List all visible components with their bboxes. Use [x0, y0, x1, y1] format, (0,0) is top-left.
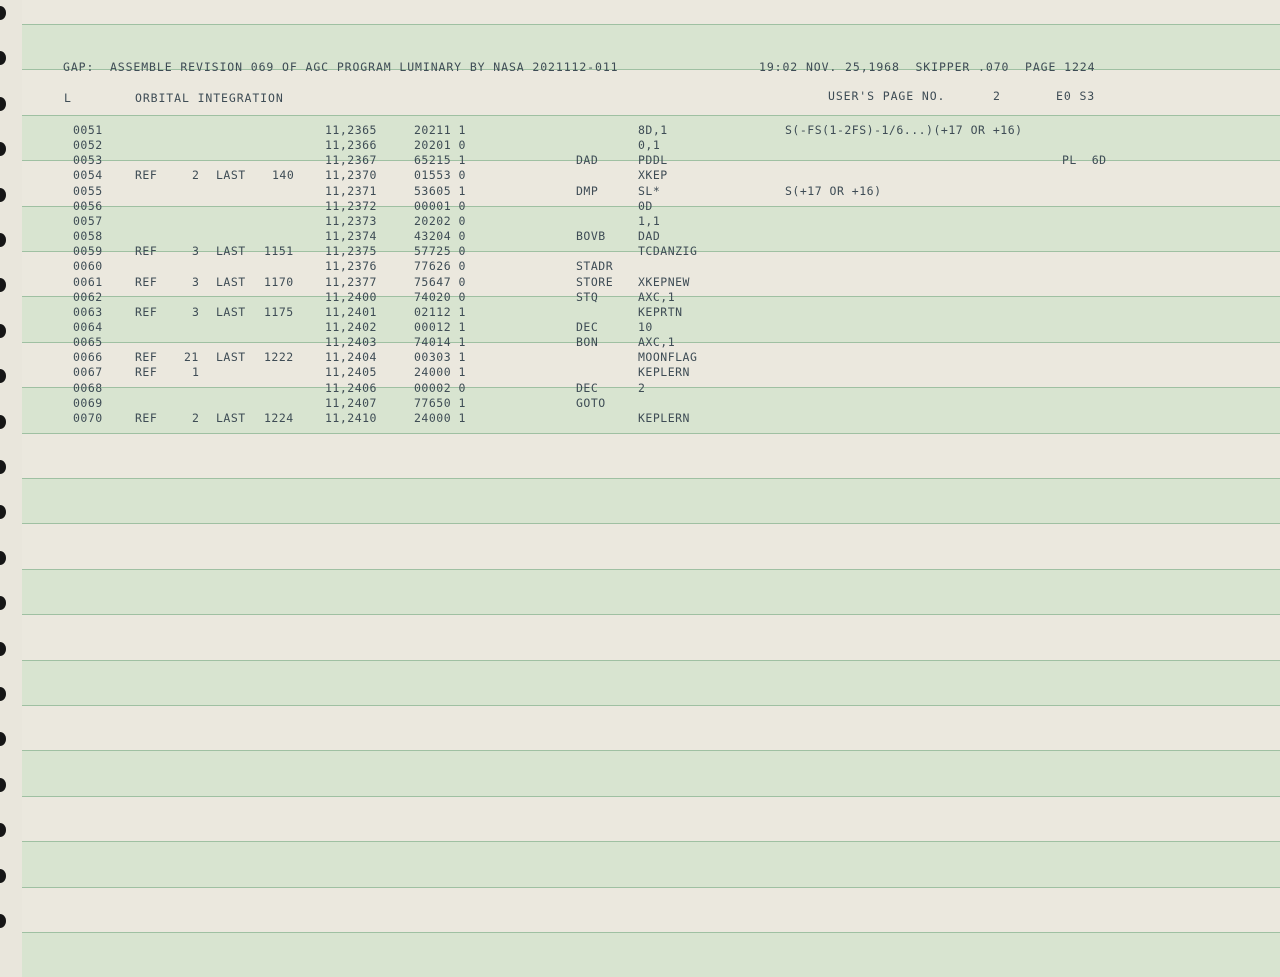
operand: SL* [638, 183, 661, 198]
last-label: LAST [216, 350, 246, 365]
address: 11,2366 [325, 138, 377, 153]
ref-count: 1 [192, 365, 200, 380]
sprocket-hole [0, 369, 6, 383]
address: 11,2371 [325, 183, 377, 198]
band-rule [22, 478, 1280, 479]
band-rule [22, 750, 1280, 751]
line-number: 0068 [73, 380, 103, 395]
comment: PL 6D [1062, 153, 1107, 168]
paper-band [22, 932, 1280, 977]
last-page: 1224 [264, 410, 294, 425]
sprocket-hole [0, 778, 6, 792]
operand: AXC,1 [638, 335, 676, 350]
last-page: 1175 [264, 304, 294, 319]
line-number: 0060 [73, 259, 103, 274]
section-title: ORBITAL INTEGRATION [135, 91, 284, 105]
operand: PDDL [638, 153, 668, 168]
subheader-flag: L [64, 91, 72, 105]
sprocket-hole [0, 687, 6, 701]
line-number: 0055 [73, 183, 103, 198]
page-code: E0 S3 [1056, 89, 1096, 103]
opcode: STQ [576, 289, 599, 304]
operand: KEPRTN [638, 304, 683, 319]
operand: 0,1 [638, 138, 661, 153]
address: 11,2407 [325, 395, 377, 410]
last-page: 140 [272, 168, 295, 183]
octal-word: 75647 0 [414, 274, 466, 289]
paper-band [22, 750, 1280, 795]
address: 11,2367 [325, 153, 377, 168]
ref-count: 3 [192, 244, 200, 259]
opcode: BON [576, 335, 599, 350]
ref-label: REF [135, 274, 158, 289]
octal-word: 77626 0 [414, 259, 466, 274]
last-label: LAST [216, 410, 246, 425]
sprocket-hole [0, 233, 6, 247]
last-label: LAST [216, 304, 246, 319]
sprocket-hole [0, 51, 6, 65]
ref-label: REF [135, 365, 158, 380]
opcode: BOVB [576, 229, 606, 244]
octal-word: 00001 0 [414, 198, 466, 213]
band-rule [22, 796, 1280, 797]
last-page: 1170 [264, 274, 294, 289]
sprocket-hole [0, 278, 6, 292]
last-label: LAST [216, 274, 246, 289]
last-page: 1222 [264, 350, 294, 365]
operand: DAD [638, 229, 661, 244]
ref-label: REF [135, 168, 158, 183]
ref-label: REF [135, 244, 158, 259]
paper-band [22, 523, 1280, 568]
ref-label: REF [135, 304, 158, 319]
sprocket-hole [0, 869, 6, 883]
address: 11,2403 [325, 335, 377, 350]
operand: 8D,1 [638, 123, 668, 137]
operand: XKEP [638, 168, 668, 183]
band-rule [22, 660, 1280, 661]
octal-word: 65215 1 [414, 153, 466, 168]
address: 11,2405 [325, 365, 377, 380]
ref-count: 3 [192, 304, 200, 319]
line-number: 0063 [73, 304, 103, 319]
band-rule [22, 887, 1280, 888]
sprocket-hole [0, 914, 6, 928]
opcode: DMP [576, 183, 599, 198]
operand: XKEPNEW [638, 274, 690, 289]
address: 11,2410 [325, 410, 377, 425]
address: 11,2401 [325, 304, 377, 319]
opcode: STADR [576, 259, 614, 274]
users-page-label: USER'S PAGE NO. [828, 89, 946, 103]
ref-count: 3 [192, 274, 200, 289]
sprocket-hole [0, 551, 6, 565]
line-number: 0058 [73, 229, 103, 244]
line-number: 0062 [73, 289, 103, 304]
opcode: STORE [576, 274, 614, 289]
sprocket-hole [0, 505, 6, 519]
line-number: 0061 [73, 274, 103, 289]
line-number: 0064 [73, 319, 103, 334]
octal-word: 01553 0 [414, 168, 466, 183]
line-number: 0051 [73, 123, 103, 137]
band-rule [22, 387, 1280, 388]
address: 11,2365 [325, 123, 377, 137]
address: 11,2406 [325, 380, 377, 395]
operand: 10 [638, 319, 653, 334]
paper-band [22, 660, 1280, 705]
octal-word: 20211 1 [414, 123, 466, 137]
address: 11,2404 [325, 350, 377, 365]
sprocket-hole [0, 823, 6, 837]
sprocket-hole [0, 460, 6, 474]
octal-word: 20201 0 [414, 138, 466, 153]
operand: 1,1 [638, 213, 661, 228]
band-rule [22, 705, 1280, 706]
users-page-number: 2 [993, 89, 1001, 103]
printout-sheet [22, 0, 1280, 935]
octal-word: 77650 1 [414, 395, 466, 410]
band-rule [22, 841, 1280, 842]
paper-band [22, 478, 1280, 523]
sprocket-hole [0, 97, 6, 111]
paper-band [22, 569, 1280, 614]
octal-word: 02112 1 [414, 304, 466, 319]
octal-word: 00012 1 [414, 319, 466, 334]
operand: KEPLERN [638, 410, 690, 425]
address: 11,2374 [325, 229, 377, 244]
paper-band [22, 887, 1280, 932]
sprocket-hole [0, 732, 6, 746]
operand: AXC,1 [638, 289, 676, 304]
operand: 0D [638, 198, 653, 213]
opcode: DEC [576, 319, 599, 334]
header-left: GAP: ASSEMBLE REVISION 069 OF AGC PROGRAM LUMINARY BY NASA 2021112-011 [63, 60, 619, 74]
operand: MOONFLAG [638, 350, 698, 365]
address: 11,2400 [325, 289, 377, 304]
octal-word: 24000 1 [414, 410, 466, 425]
line-number: 0059 [73, 244, 103, 259]
address: 11,2373 [325, 213, 377, 228]
address: 11,2377 [325, 274, 377, 289]
band-rule [22, 115, 1280, 116]
band-rule [22, 24, 1280, 25]
ref-label: REF [135, 350, 158, 365]
line-number: 0065 [73, 335, 103, 350]
opcode: GOTO [576, 395, 606, 410]
address: 11,2375 [325, 244, 377, 259]
sprocket-hole [0, 324, 6, 338]
comment: S(-FS(1-2FS)-1/6...)(+17 OR +16) [785, 123, 1023, 137]
line-number: 0056 [73, 198, 103, 213]
ref-count: 2 [192, 410, 200, 425]
line-number: 0066 [73, 350, 103, 365]
last-label: LAST [216, 244, 246, 259]
octal-word: 74020 0 [414, 289, 466, 304]
paper-band [22, 796, 1280, 841]
line-number: 0069 [73, 395, 103, 410]
operand: KEPLERN [638, 365, 690, 380]
octal-word: 57725 0 [414, 244, 466, 259]
line-number: 0052 [73, 138, 103, 153]
band-rule [22, 433, 1280, 434]
octal-word: 20202 0 [414, 213, 466, 228]
address: 11,2402 [325, 319, 377, 334]
header-right: 19:02 NOV. 25,1968 SKIPPER .070 PAGE 1224 [759, 60, 1096, 74]
octal-word: 24000 1 [414, 365, 466, 380]
operand: 2 [638, 380, 646, 395]
sprocket-hole [0, 596, 6, 610]
sprocket-hole [0, 188, 6, 202]
ref-count: 2 [192, 168, 200, 183]
paper-band [22, 387, 1280, 432]
octal-word: 43204 0 [414, 229, 466, 244]
line-number: 0053 [73, 153, 103, 168]
comment: S(+17 OR +16) [785, 183, 882, 198]
line-number: 0057 [73, 213, 103, 228]
operand: TCDANZIG [638, 244, 698, 259]
octal-word: 53605 1 [414, 183, 466, 198]
line-number: 0067 [73, 365, 103, 380]
sprocket-hole [0, 142, 6, 156]
ref-count: 21 [184, 350, 199, 365]
band-rule [22, 569, 1280, 570]
ref-label: REF [135, 410, 158, 425]
paper-band [22, 705, 1280, 750]
octal-word: 00303 1 [414, 350, 466, 365]
line-number: 0054 [73, 168, 103, 183]
sprocket-hole [0, 415, 6, 429]
paper-band [22, 433, 1280, 478]
octal-word: 74014 1 [414, 335, 466, 350]
address: 11,2372 [325, 198, 377, 213]
paper-band [22, 841, 1280, 886]
opcode: DEC [576, 380, 599, 395]
last-label: LAST [216, 168, 246, 183]
band-rule [22, 614, 1280, 615]
sprocket-hole [0, 642, 6, 656]
band-rule [22, 523, 1280, 524]
sprocket-hole [0, 6, 6, 20]
line-number: 0070 [73, 410, 103, 425]
band-rule [22, 932, 1280, 933]
opcode: DAD [576, 153, 599, 168]
address: 11,2370 [325, 168, 377, 183]
last-page: 1151 [264, 244, 294, 259]
paper-band [22, 614, 1280, 659]
octal-word: 00002 0 [414, 380, 466, 395]
address: 11,2376 [325, 259, 377, 274]
